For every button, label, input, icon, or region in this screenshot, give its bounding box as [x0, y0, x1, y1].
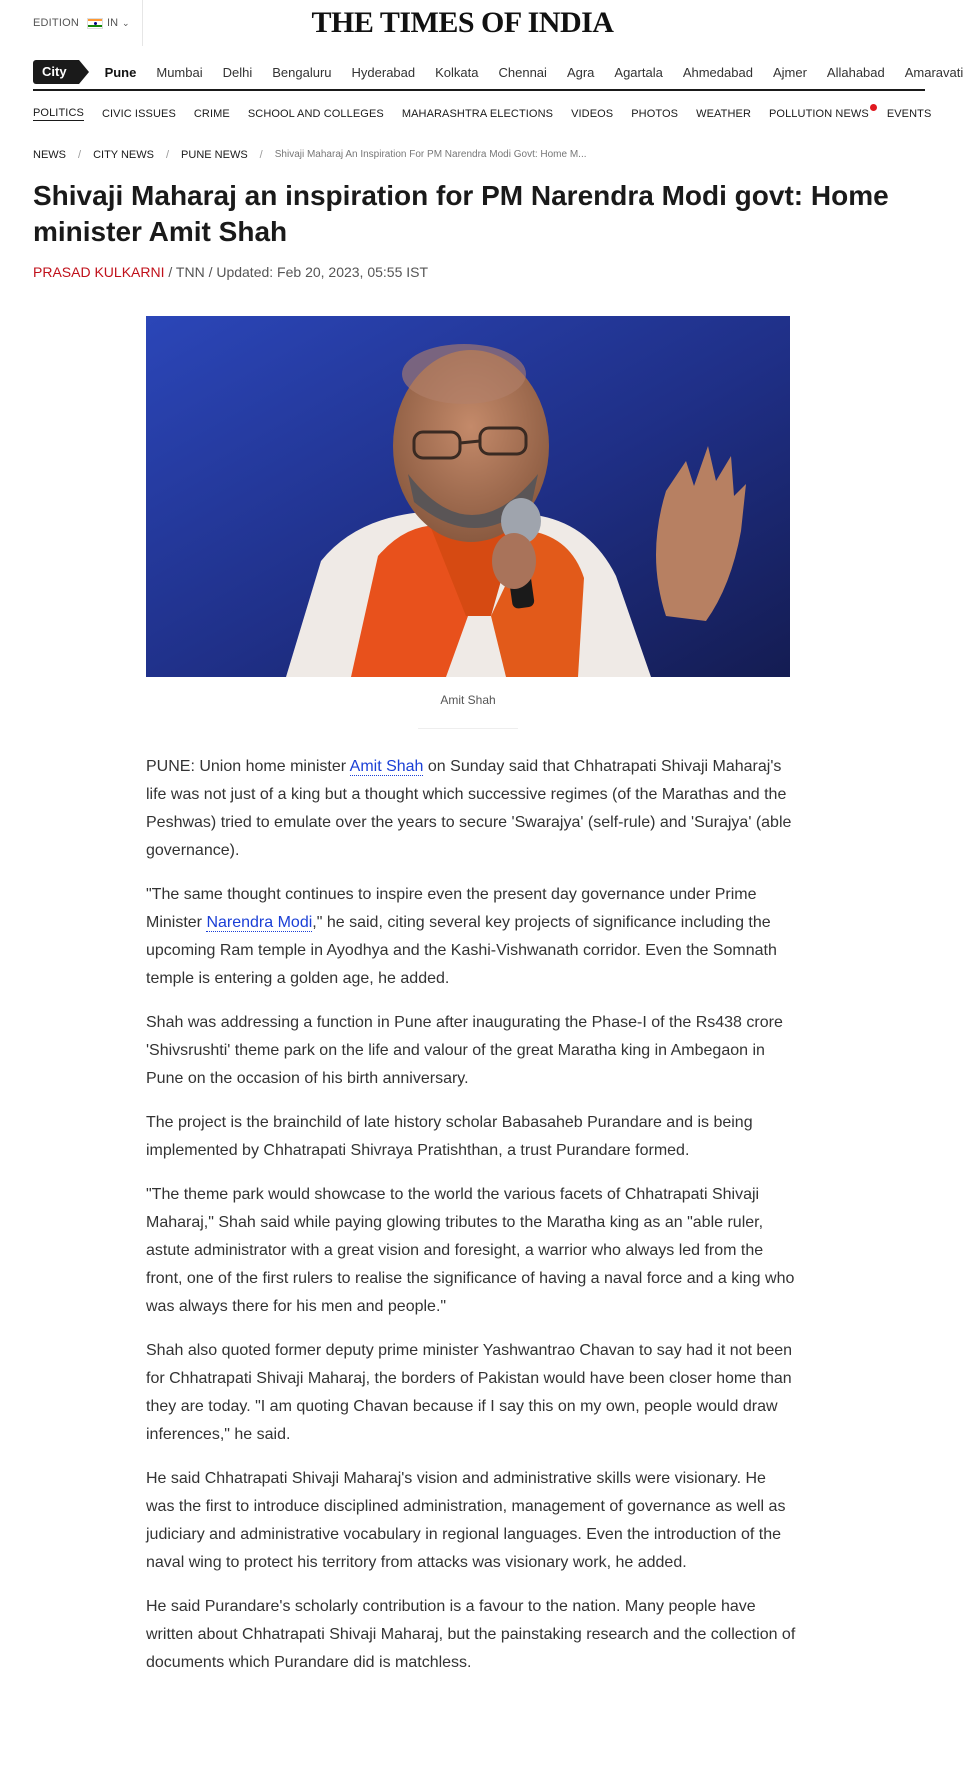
section-item-pollution-news[interactable]	[769, 108, 869, 120]
paragraph-text: on Sunday said that Chhatrapati Shivaji Maharaj's life was not just of a king but a thought which successive regimes (of the Marathas and the Peshwas) tried to emulate over the years to secure 'Swarajya' (self-rule) and 'Surajya' (able governance).	[146, 758, 792, 859]
section-item-politics[interactable]: POLITICS	[33, 107, 84, 119]
city-item-chennai[interactable]: Chennai	[498, 64, 547, 80]
section-item-videos[interactable]: VIDEOS	[571, 108, 614, 120]
article-paragraph: "The theme park would showcase to the world the various facets of Chhatrapati Shivaji Maharaj," Shah said while paying glowing tributes to the Maratha king as an "able ruler, astute administrator with a great vision and foresight, a warrior who always led from the front, one of the first rulers to realise the significance of having a naval force and a king who was always there for his men and people."	[146, 1186, 795, 1315]
city-item-bengaluru[interactable]: Bengaluru	[272, 64, 332, 80]
breadcrumb-separator: /	[165, 149, 170, 161]
section-nav	[33, 102, 932, 126]
chevron-down-icon: ⌄	[122, 17, 130, 28]
author-link[interactable]: PRASAD KULKARNI	[33, 264, 165, 280]
article-headline: Shivaji Maharaj an inspiration for PM Narendra Modi govt: Home minister Amit Shah	[33, 180, 889, 247]
edition-label: EDITION	[33, 17, 80, 29]
city-item-delhi[interactable]: Delhi	[222, 64, 253, 80]
article-body	[146, 753, 796, 1693]
breadcrumb-news[interactable]: NEWS	[33, 149, 66, 161]
edition-code: IN	[107, 17, 119, 29]
city-item-agra[interactable]: Agra	[566, 64, 595, 80]
section-item-events[interactable]: EVENTS	[886, 108, 932, 120]
section-item-weather[interactable]: WEATHER	[696, 108, 751, 120]
breadcrumb-current: Shivaji Maharaj An Inspiration For PM Narendra Modi Govt: Home M...	[274, 149, 587, 160]
city-item-pune[interactable]: Pune	[104, 64, 137, 80]
city-item-kolkata[interactable]: Kolkata	[435, 64, 479, 80]
site-logo[interactable]: THE TIMES OF INDIA	[311, 6, 614, 39]
breadcrumb-separator: /	[259, 149, 263, 161]
byline	[33, 264, 428, 280]
article-paragraph	[146, 753, 796, 865]
city-item-hyderabad[interactable]: Hyderabad	[351, 64, 416, 80]
section-item-maharashtra-elections[interactable]: MAHARASHTRA ELECTIONS	[401, 108, 554, 120]
article-hero-image	[146, 316, 790, 677]
byline-meta: / TNN / Updated: Feb 20, 2023, 05:55 IST	[164, 264, 429, 280]
section-item-school-and-colleges[interactable]: SCHOOL AND COLLEGES	[247, 108, 384, 120]
breadcrumb-separator: /	[78, 149, 82, 161]
image-caption: Amit Shah	[440, 693, 496, 707]
paragraph-text: PUNE: Union home minister	[146, 758, 350, 775]
city-item-allahabad[interactable]: Allahabad	[826, 64, 885, 80]
city-nav	[33, 55, 963, 91]
top-bar	[0, 0, 925, 50]
section-item-civic-issues[interactable]: CIVIC ISSUES	[101, 108, 176, 120]
article-paragraph: He said Chhatrapati Shivaji Maharaj's vision and administrative skills were visionary. He was the first to introduce disciplined administration, management of governance as well as judiciary and administrative vocabulary in regional languages. Even the introduction of the naval wing to protect his territory from attacks was visionary work, he added.	[146, 1470, 786, 1571]
narendra-modi-link[interactable]: Narendra Modi	[206, 914, 313, 931]
section-item-photos[interactable]: PHOTOS	[631, 108, 679, 120]
article-paragraph: Shah also quoted former deputy prime minister Yashwantrao Chavan to say had it not been for Chhatrapati Shivaji Maharaj, the borders of Pakistan would have been closer home than they are today. "I am quoting Chavan because if I say this on my own, people would draw inferences," he said.	[146, 1342, 793, 1443]
article-paragraph: The project is the brainchild of late history scholar Babasaheb Purandare and is being implemented by Chhatrapati Shivraya Pratishthan, a trust Purandare formed.	[146, 1114, 753, 1159]
paragraph-text: "The same thought continues to inspire even the present day governance under Prime Minister	[146, 886, 757, 931]
city-item-amaravati[interactable]: Amaravati	[904, 64, 963, 80]
city-tag: City	[33, 60, 79, 84]
breadcrumb-city-news[interactable]: CITY NEWS	[93, 149, 154, 161]
city-item-agartala[interactable]: Agartala	[614, 64, 663, 80]
paragraph-text: ," he said, citing several key projects of significance including the upcoming Ram temple in Ayodhya and the Kashi-Vishwanath corridor. Even the Somnath temple is entering a golden age, he added.	[146, 914, 777, 987]
caption-divider	[418, 728, 518, 729]
city-item-ajmer[interactable]: Ajmer	[772, 64, 807, 80]
article-paragraph: He said Purandare's scholarly contribution is a favour to the nation. Many people have written about Chhatrapati Shivaji Maharaj, but the painstaking research and the collection of documents which Purandare did is matchless.	[146, 1598, 796, 1671]
breadcrumb	[33, 149, 587, 161]
section-item-crime[interactable]: CRIME	[193, 108, 230, 120]
article-paragraph	[146, 881, 796, 993]
city-item-ahmedabad[interactable]: Ahmedabad	[682, 64, 753, 80]
amit-shah-link[interactable]: Amit Shah	[349, 758, 424, 775]
article-paragraph: Shah was addressing a function in Pune after inaugurating the Phase-I of the Rs438 crore 'Shivsrushti' theme park on the life and valour of the great Maratha king in Ambegaon in Pune on the occasion of his birth anniversary.	[146, 1014, 783, 1087]
city-item-mumbai[interactable]: Mumbai	[156, 64, 203, 80]
section-item-label: POLLUTION NEWS	[769, 108, 869, 120]
breadcrumb-pune-news[interactable]: PUNE NEWS	[181, 149, 248, 161]
notification-dot-icon	[870, 104, 877, 111]
